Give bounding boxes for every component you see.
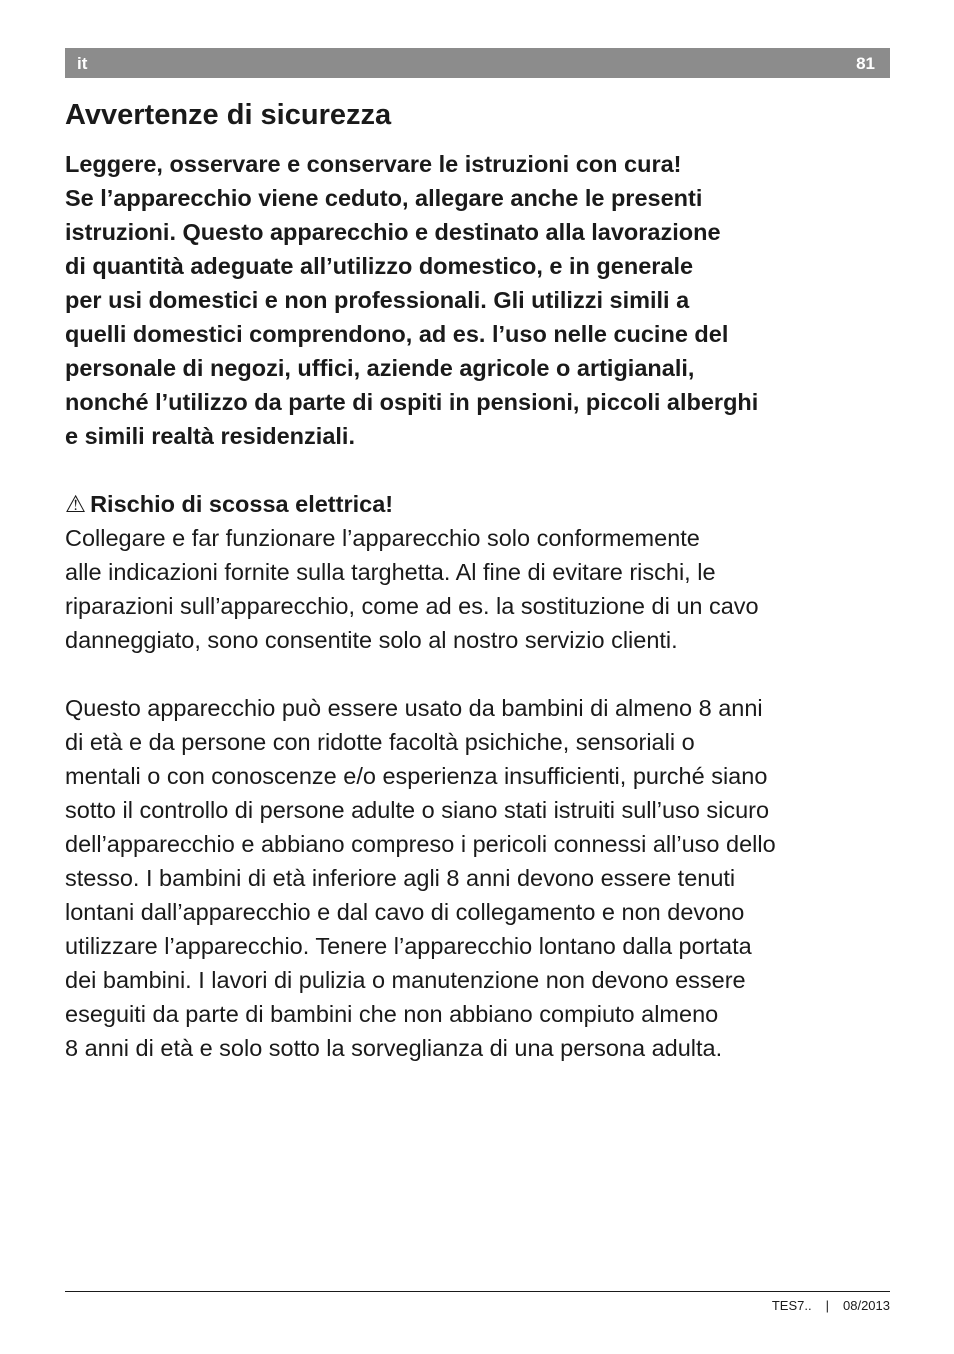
footer-separator: |	[825, 1298, 829, 1313]
warning-paragraph: Collegare e far funzionare l’apparecchio solo conformemente alle indicazioni fornite sulla targhetta. Al fine di evitare rischi, le riparazioni sull’apparecchio, come ad es. la sostituzione di un cavo danneggiato, sono consentite solo al nostro servizio clienti.	[65, 525, 759, 653]
main-content	[65, 96, 895, 1065]
page-title: Avvertenze di sicurezza	[65, 99, 392, 131]
warning-heading-text: Rischio di scossa elettrica!	[90, 491, 394, 517]
page-header-bar	[65, 48, 890, 78]
footer-date: 08/2013	[843, 1298, 890, 1313]
children-paragraph: Questo apparecchio può essere usato da bambini di almeno 8 anni di età e da persone con ridotte facoltà psichiche, sensoriali o mentali o con conoscenze e/o esperienza insufficienti, purché siano sotto il controllo di persone adulte o siano stati istruiti sull’uso sicuro dell’apparecchio e abbiano compreso i pericoli connessi all’uso dello stesso. I bambini di età inferiore agli 8 anni devono essere tenuti lontani dall’apparecchio e dal cavo di collegamento e non devono utilizzare l’apparecchio. Tenere l’apparecchio lontano dalla portata dei bambini. I lavori di pulizia o manutenzione non devono essere eseguiti da parte di bambini che non abbiano compiuto almeno 8 anni di età e solo sotto la sorveglianza di una persona adulta.	[65, 695, 776, 1061]
footer-divider	[65, 1291, 890, 1292]
warning-heading	[65, 487, 895, 521]
intro-paragraph: Leggere, osservare e conservare le istruzioni con cura! Se l’apparecchio viene ceduto, allegare anche le presenti istruzioni. Questo apparecchio e destinato alla lavorazione di quantità adeguate all’utilizzo domestico, e in generale per usi domestici e non professionali. Gli utilizzi simili a quelli domestici comprendono, ad es. l’uso nelle cucine del personale di negozi, uffici, aziende agricole o artigianali, nonché l’utilizzo da parte di ospiti in pensioni, piccoli alberghi e simili realtà residenziali.	[65, 151, 759, 449]
language-code: it	[77, 54, 88, 73]
warning-triangle-icon: ⚠	[65, 491, 87, 517]
footer-model: TES7..	[771, 1298, 812, 1313]
footer	[772, 1298, 890, 1313]
page-number: 81	[856, 54, 875, 73]
